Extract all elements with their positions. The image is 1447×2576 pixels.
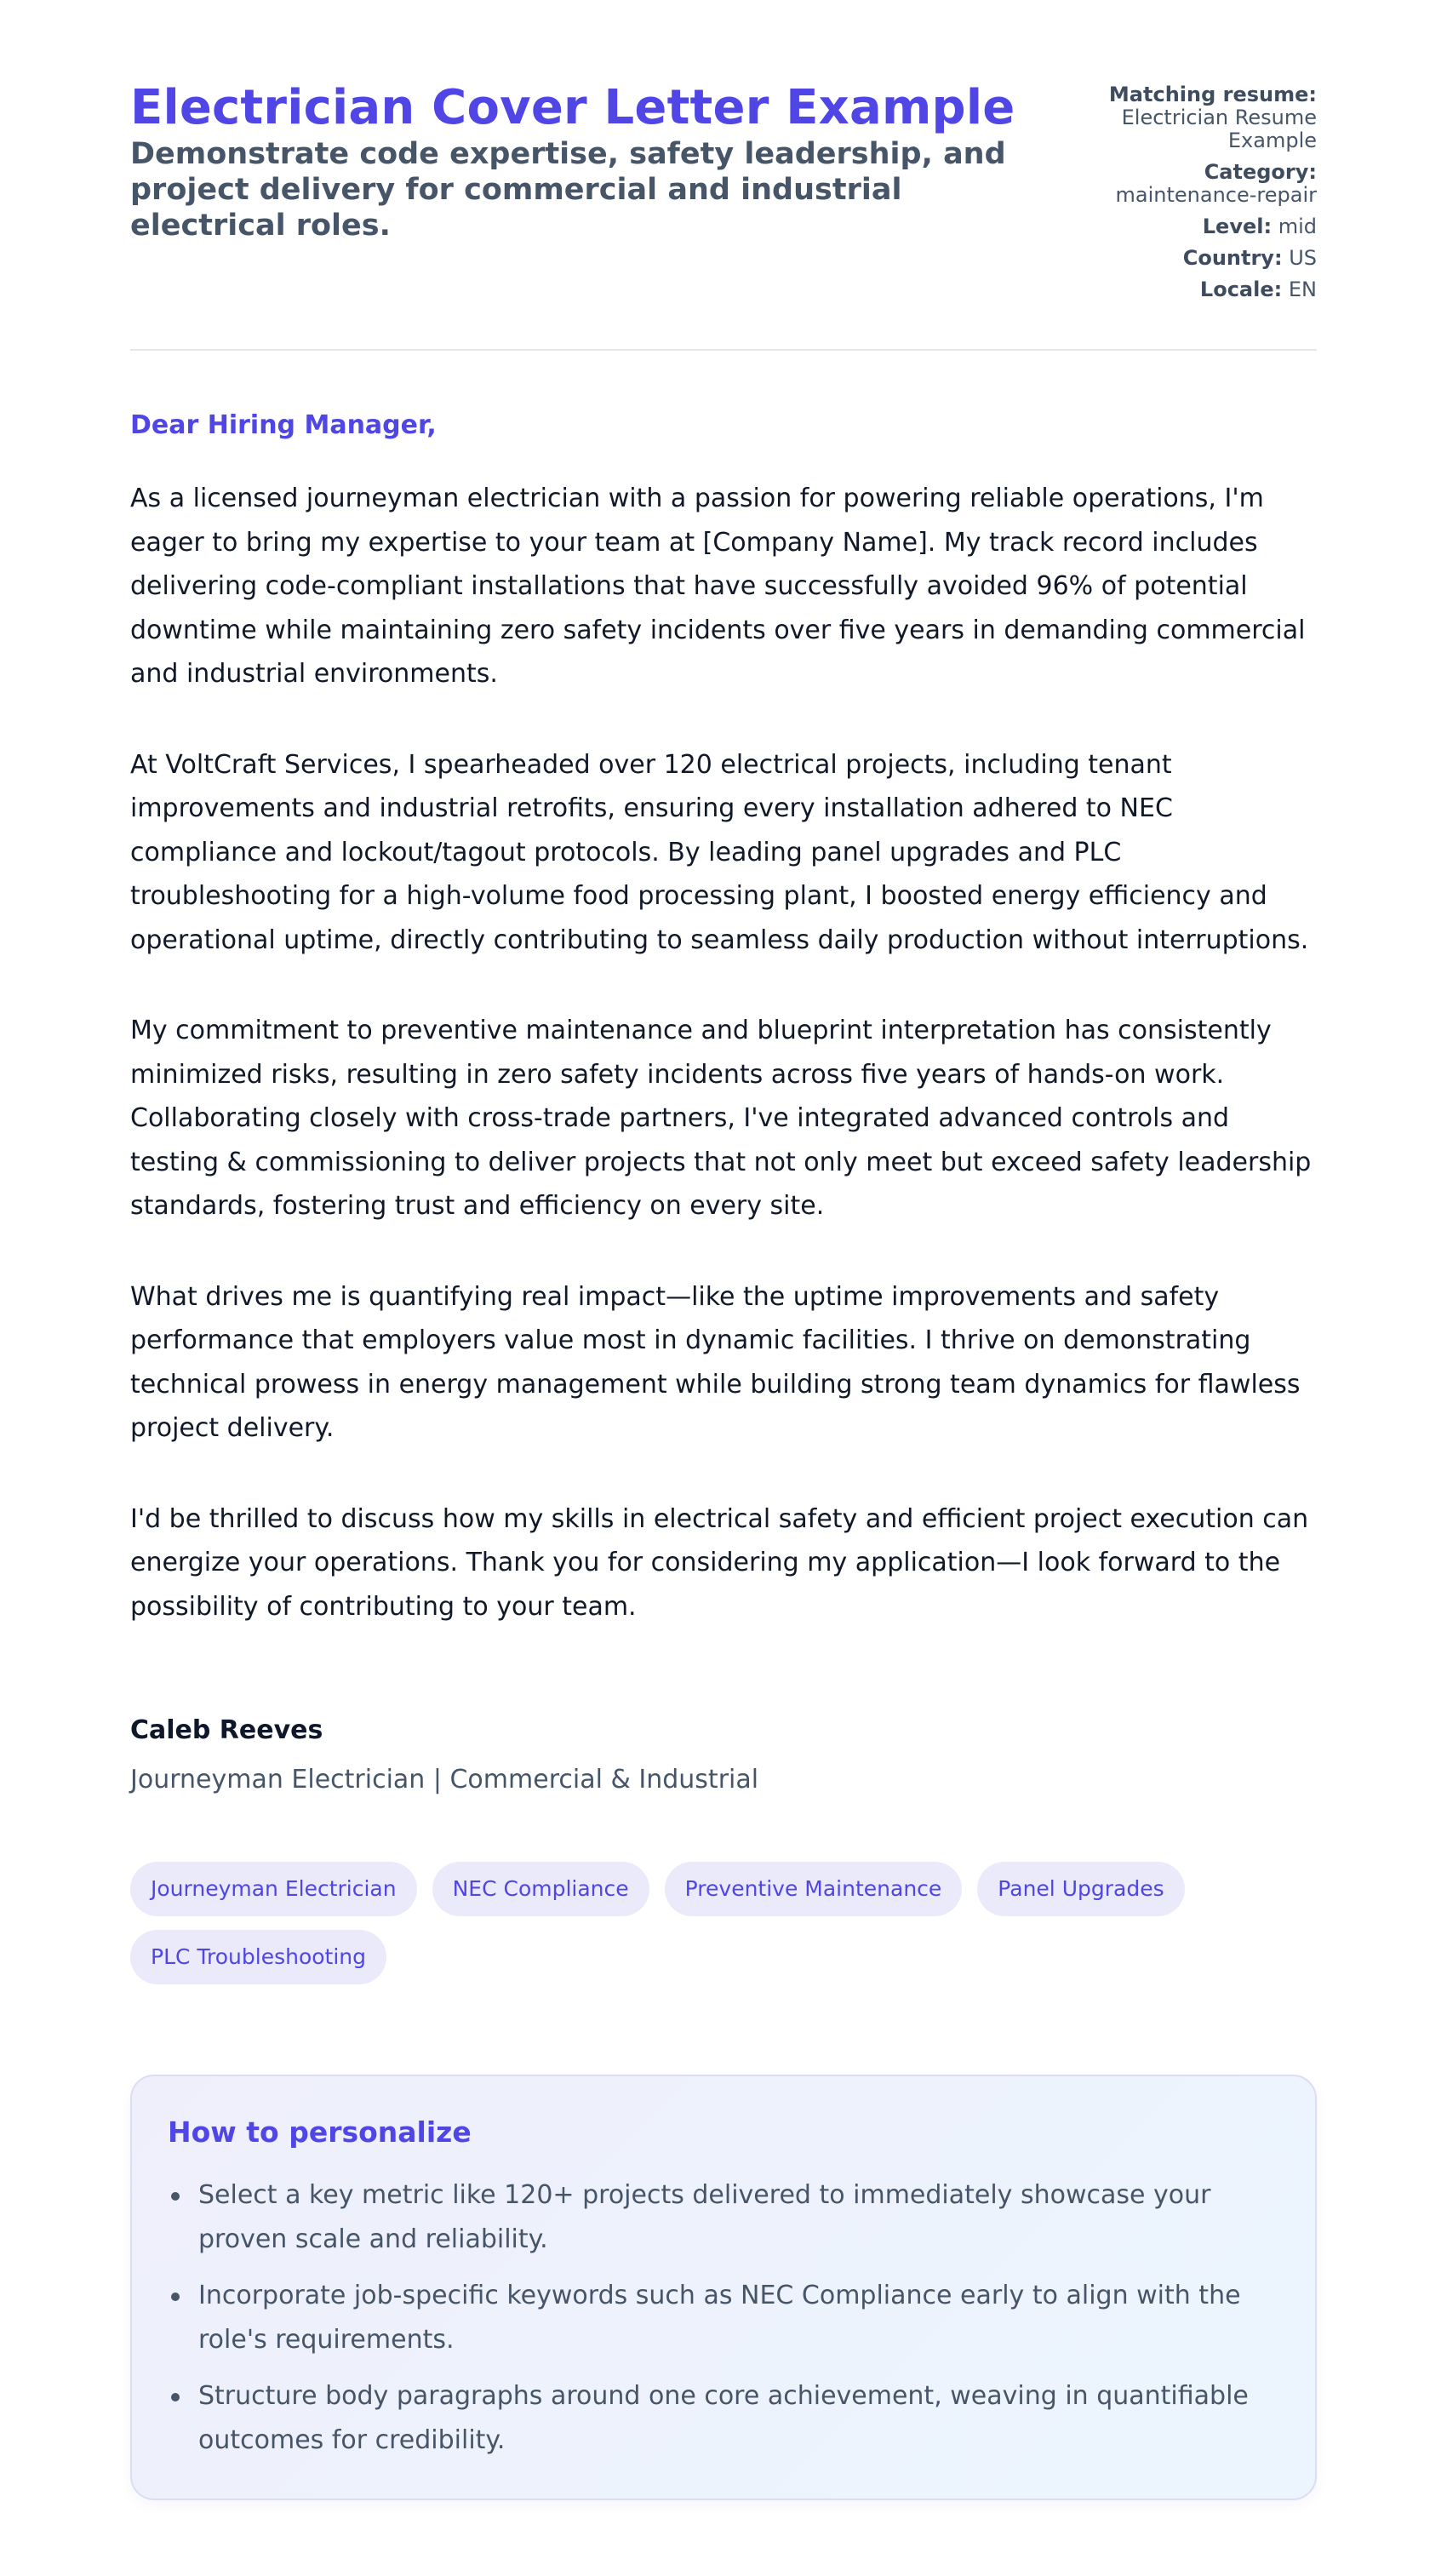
bullet-icon <box>171 2393 180 2401</box>
skill-tag[interactable]: PLC Troubleshooting <box>130 1930 386 1984</box>
tip-item <box>168 2173 1279 2262</box>
meta-value: Electrician Resume Example <box>1121 106 1317 152</box>
letter-greeting: Dear Hiring Manager, <box>130 410 437 440</box>
signature-block <box>130 1714 1317 1797</box>
tip-item <box>168 2374 1279 2463</box>
meta-value: maintenance-repair <box>1115 183 1317 207</box>
meta-label: Matching resume: <box>1108 83 1317 106</box>
meta-level <box>1061 215 1317 238</box>
skill-tags <box>130 1862 1194 1984</box>
skill-tag[interactable]: Panel Upgrades <box>977 1862 1184 1916</box>
meta-matching-resume <box>1061 83 1317 152</box>
letter-paragraph: I'd be thrilled to discuss how my skills in electrical safety and efficient project execution can energize your operations. Thank you for considering my application—I look forward to the possibility of contributing to your team. <box>130 1503 1309 1622</box>
bullet-icon <box>171 2192 180 2201</box>
meta-value: US <box>1289 246 1317 270</box>
meta-country <box>1061 247 1317 270</box>
tip-text: Select a key metric like 120+ projects delivered to immediately showcase your proven scale and reliability. <box>198 2180 1211 2254</box>
skill-tag[interactable]: Preventive Maintenance <box>665 1862 963 1916</box>
page-title: Electrician Cover Letter Example <box>130 80 1015 135</box>
page-subtitle: Demonstrate code expertise, safety leadership, and project delivery for commercial and industrial electrical roles. <box>130 137 1006 243</box>
skill-tag[interactable]: NEC Compliance <box>432 1862 649 1916</box>
meta-locale <box>1061 278 1317 301</box>
meta-label: Country: <box>1182 246 1283 270</box>
meta-label: Category: <box>1204 160 1317 184</box>
meta-info <box>1061 80 1317 310</box>
signature-title: Journeyman Electrician | Commercial & Industrial <box>130 1765 759 1795</box>
letter-body <box>130 409 1317 1797</box>
letter-paragraph: What drives me is quantifying real impact—like the uptime improvements and safety performance that employers value most in dynamic facilities. I thrive on demonstrating technical prowess in energy management while building strong team dynamics for flawless project delivery. <box>130 1281 1301 1443</box>
bullet-icon <box>171 2293 180 2301</box>
tip-text: Incorporate job-specific keywords such as NEC Compliance early to align with the role's requirements. <box>198 2281 1241 2355</box>
meta-label: Locale: <box>1199 278 1283 301</box>
tip-text: Structure body paragraphs around one core achievement, weaving in quantifiable outcomes for credibility. <box>198 2381 1249 2455</box>
letter-paragraph: My commitment to preventive maintenance and blueprint interpretation has consistently minimized risks, resulting in zero safety incidents across five years of hands-on work. Collaborating closely with cross-trade partners, I've integrated advanced controls and testing & commissioning to deliver projects that not only meet but exceed safety leadership standards, fostering trust and efficiency on every site. <box>130 1016 1312 1221</box>
cover-letter-page <box>130 0 1317 2572</box>
letter-paragraph: At VoltCraft Services, I spearheaded over 120 electrical projects, including tenant improvements and industrial retrofits, ensuring every installation adhered to NEC compliance and lockout/tagout protocols. By leading panel upgrades and PLC troubleshooting for a high-volume food processing plant, I boosted energy efficiency and operational uptime, directly contributing to seamless daily production without interruptions. <box>130 749 1309 955</box>
tips-title: How to personalize <box>168 2115 472 2149</box>
tips-list <box>168 2173 1279 2463</box>
meta-category <box>1061 161 1317 207</box>
skill-tag[interactable]: Journeyman Electrician <box>130 1862 417 1916</box>
personalize-tips-box <box>130 2075 1317 2500</box>
meta-value: EN <box>1288 278 1317 301</box>
signature-name: Caleb Reeves <box>130 1715 323 1745</box>
header-titles <box>130 80 1041 243</box>
letter-paragraph: As a licensed journeyman electrician with a passion for powering reliable operations, I'm eager to bring my expertise to your team at [Company Name]. My track record includes delivering code-compliant installations that have successfully avoided 96% of potential downtime while maintaining zero safety incidents over five years in demanding commercial and industrial environments. <box>130 484 1306 689</box>
page-header <box>130 80 1317 351</box>
meta-label: Level: <box>1202 215 1273 238</box>
meta-value: mid <box>1278 215 1317 238</box>
tip-item <box>168 2274 1279 2362</box>
